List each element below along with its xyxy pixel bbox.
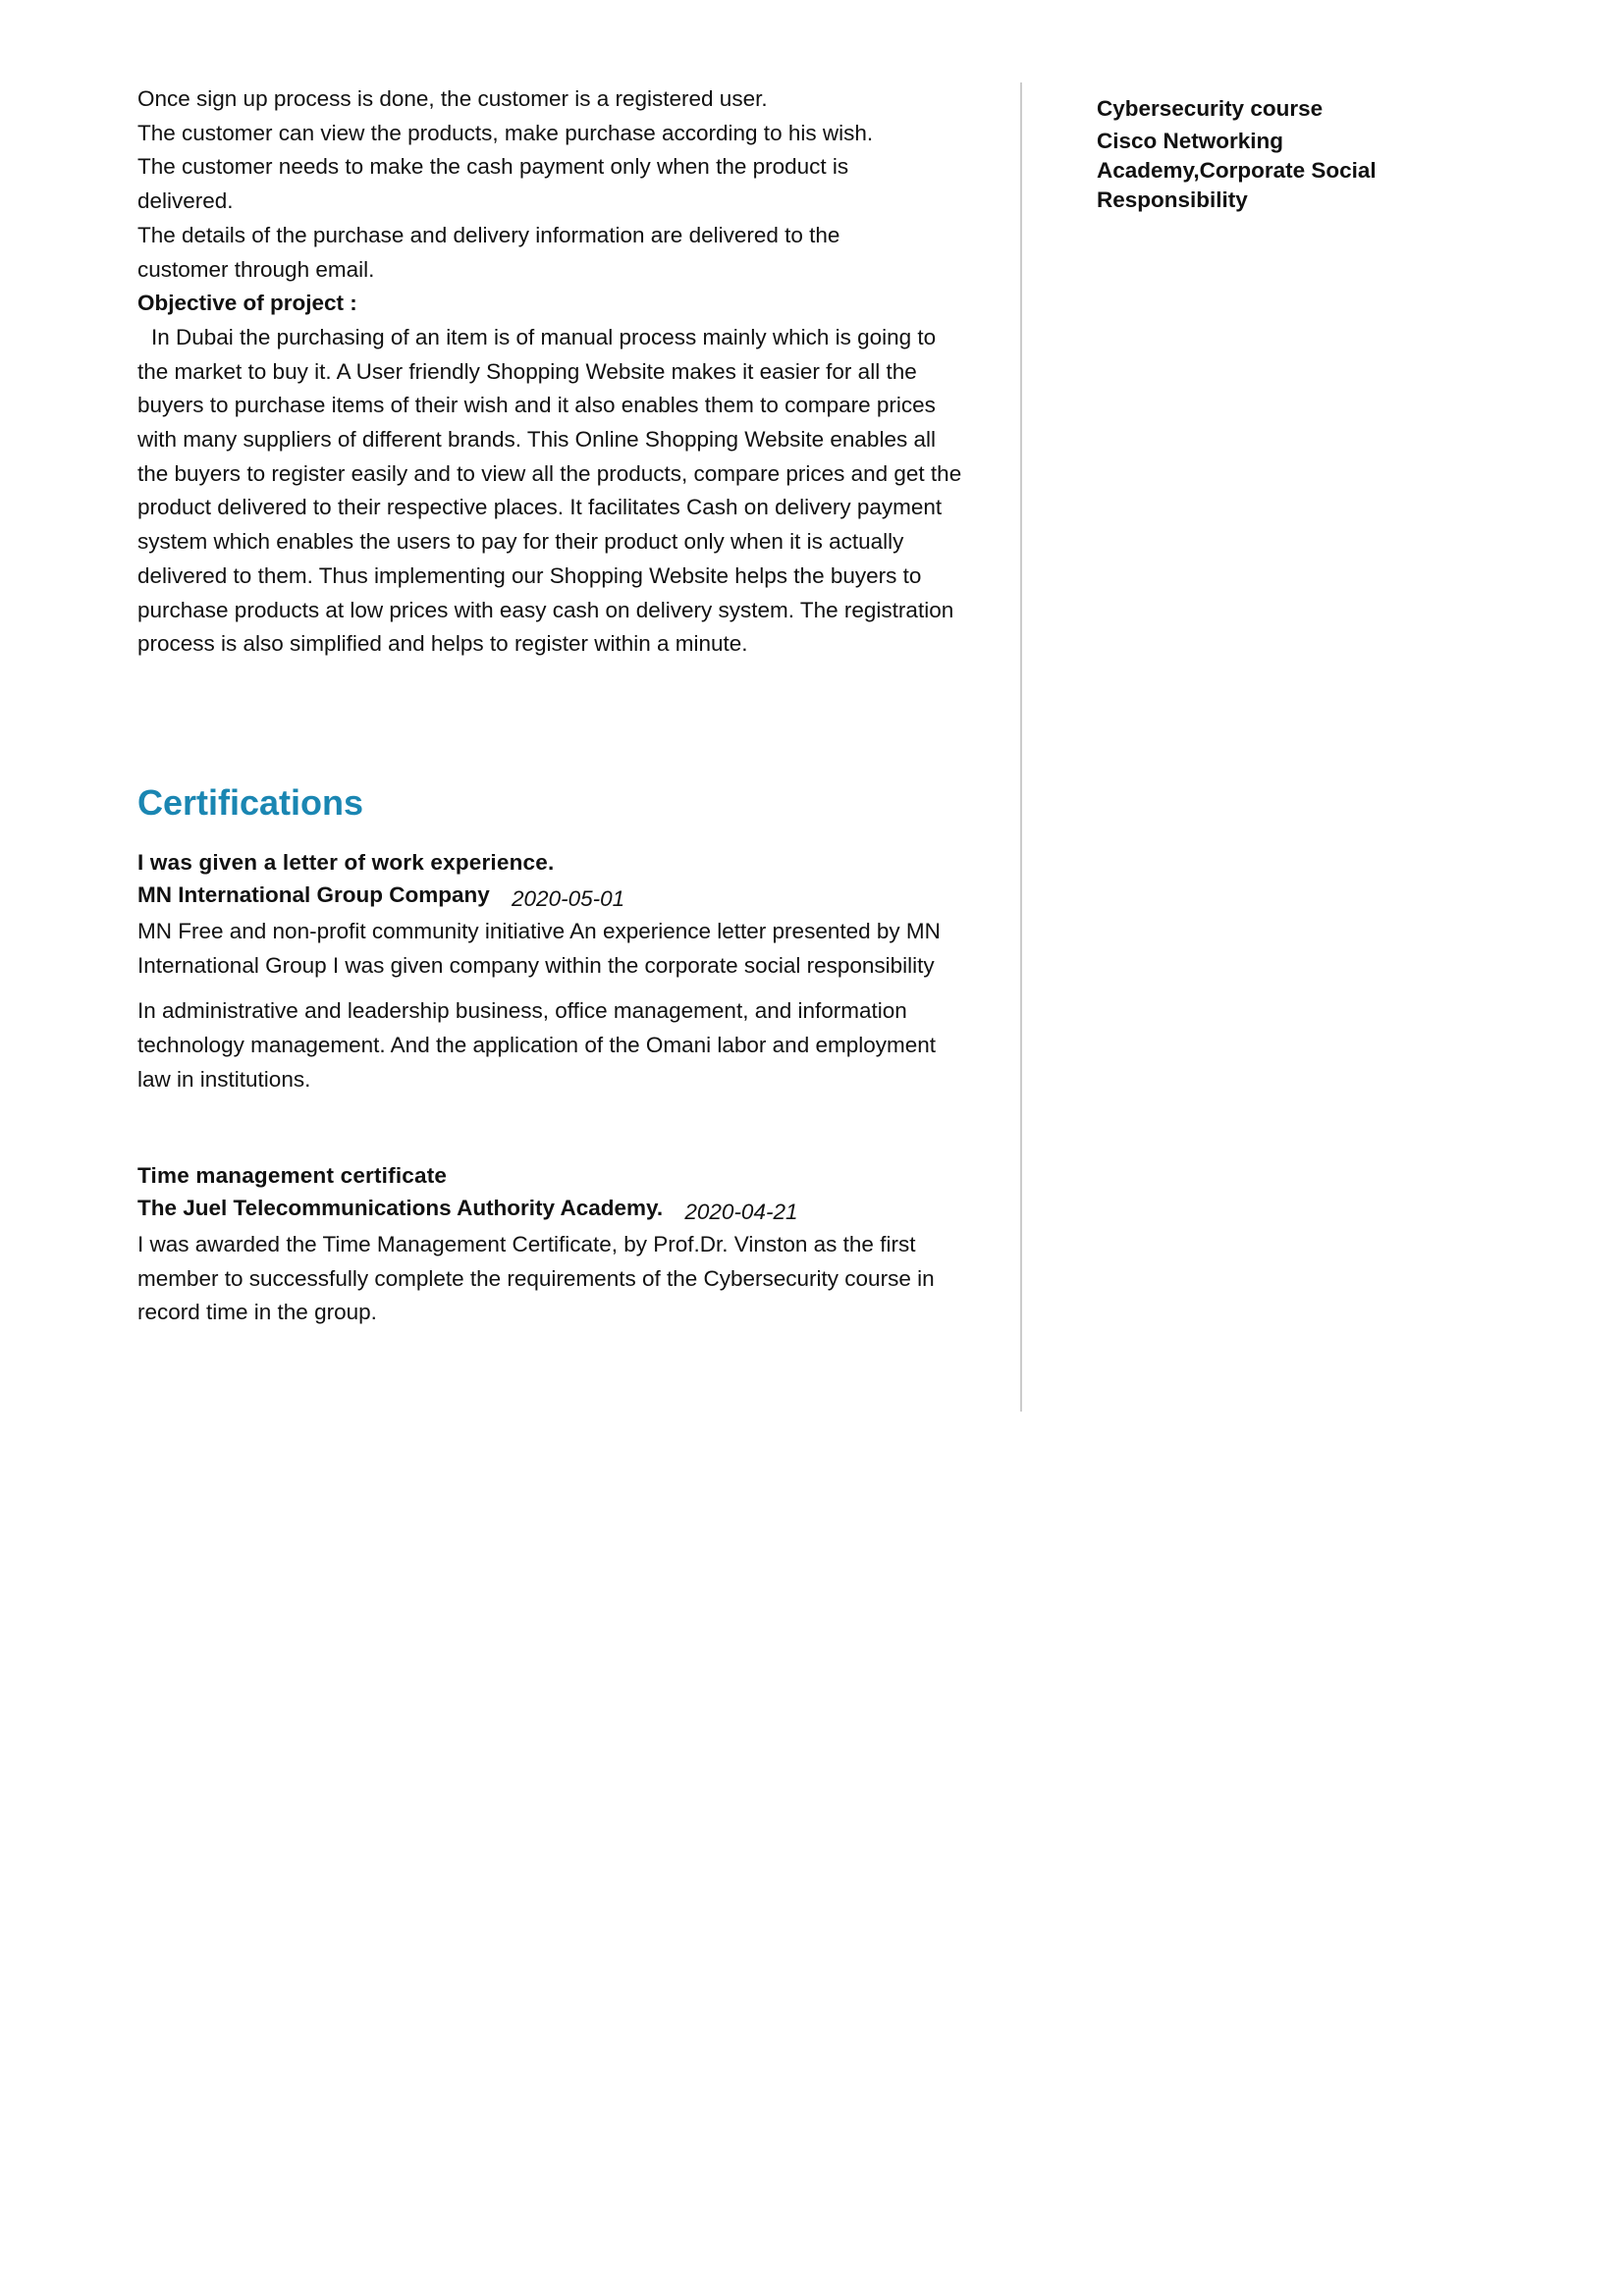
intro-line: The details of the purchase and delivery information are delivered to the customer through email.: [137, 222, 840, 282]
certification-description: I was awarded the Time Management Certificate, by Prof.Dr. Vinston as the first member to successfully complete the requirements of the Cybersecurity course in record time in the group.: [137, 1232, 935, 1325]
certification-org-line: [137, 1192, 982, 1224]
intro-line: The customer needs to make the cash payment only when the product is delivered.: [137, 154, 849, 214]
intro-line: Once sign up process is done, the customer is a registered user.: [137, 86, 768, 111]
sidebar-organization: Cisco Networking Academy,Corporate Social Responsibility: [1097, 129, 1377, 212]
certification-description: In administrative and leadership business, office management, and information technology management. And the application of the Omani labor and employment law in institutions.: [137, 998, 937, 1092]
objective-body: In Dubai the purchasing of an item is of manual process mainly which is going to the market to buy it. A User friendly Shopping Website makes it easier for all the buyers to purchase items of their wish and it also enables them to compare prices with many suppliers of different brands. This Online Shopping Website enables all the buyers to register easily and to view all the products, compare prices and get the product delivered to their respective places. It facilitates Cash on delivery payment system which enables the users to pay for their product only when it is actually delivered to them. Thus implementing our Shopping Website helps the buyers to purchase products at low prices with easy cash on delivery system. The registration process is also simplified and helps to register within a minute.: [137, 324, 962, 657]
certification-description: MN Free and non-profit community initiative An experience letter presented by MN International Group I was given company within the corporate social responsibility: [137, 919, 941, 978]
sidebar-training: [1097, 94, 1470, 215]
certifications-heading: Certifications: [137, 782, 364, 823]
certification-title: Time management certificate: [137, 1163, 448, 1188]
certification-date: 2020-05-01: [512, 886, 625, 911]
certification-org-line: [137, 879, 982, 911]
certification-organization: MN International Group Company: [137, 882, 490, 907]
certification-item: [137, 1159, 982, 1342]
project-details: [137, 82, 982, 662]
certification-organization: The Juel Telecommunications Authority Academy.: [137, 1196, 664, 1220]
objective-title: Objective of project :: [137, 291, 357, 316]
intro-line: The customer can view the products, make purchase according to his wish.: [137, 120, 874, 145]
certification-item: [137, 846, 982, 1109]
column-divider: [1020, 82, 1022, 1412]
project-intro: [137, 82, 982, 287]
certification-date: 2020-04-21: [684, 1200, 798, 1224]
certification-title: I was given a letter of work experience.: [137, 850, 555, 875]
sidebar-course: Cybersecurity course: [1097, 96, 1324, 121]
